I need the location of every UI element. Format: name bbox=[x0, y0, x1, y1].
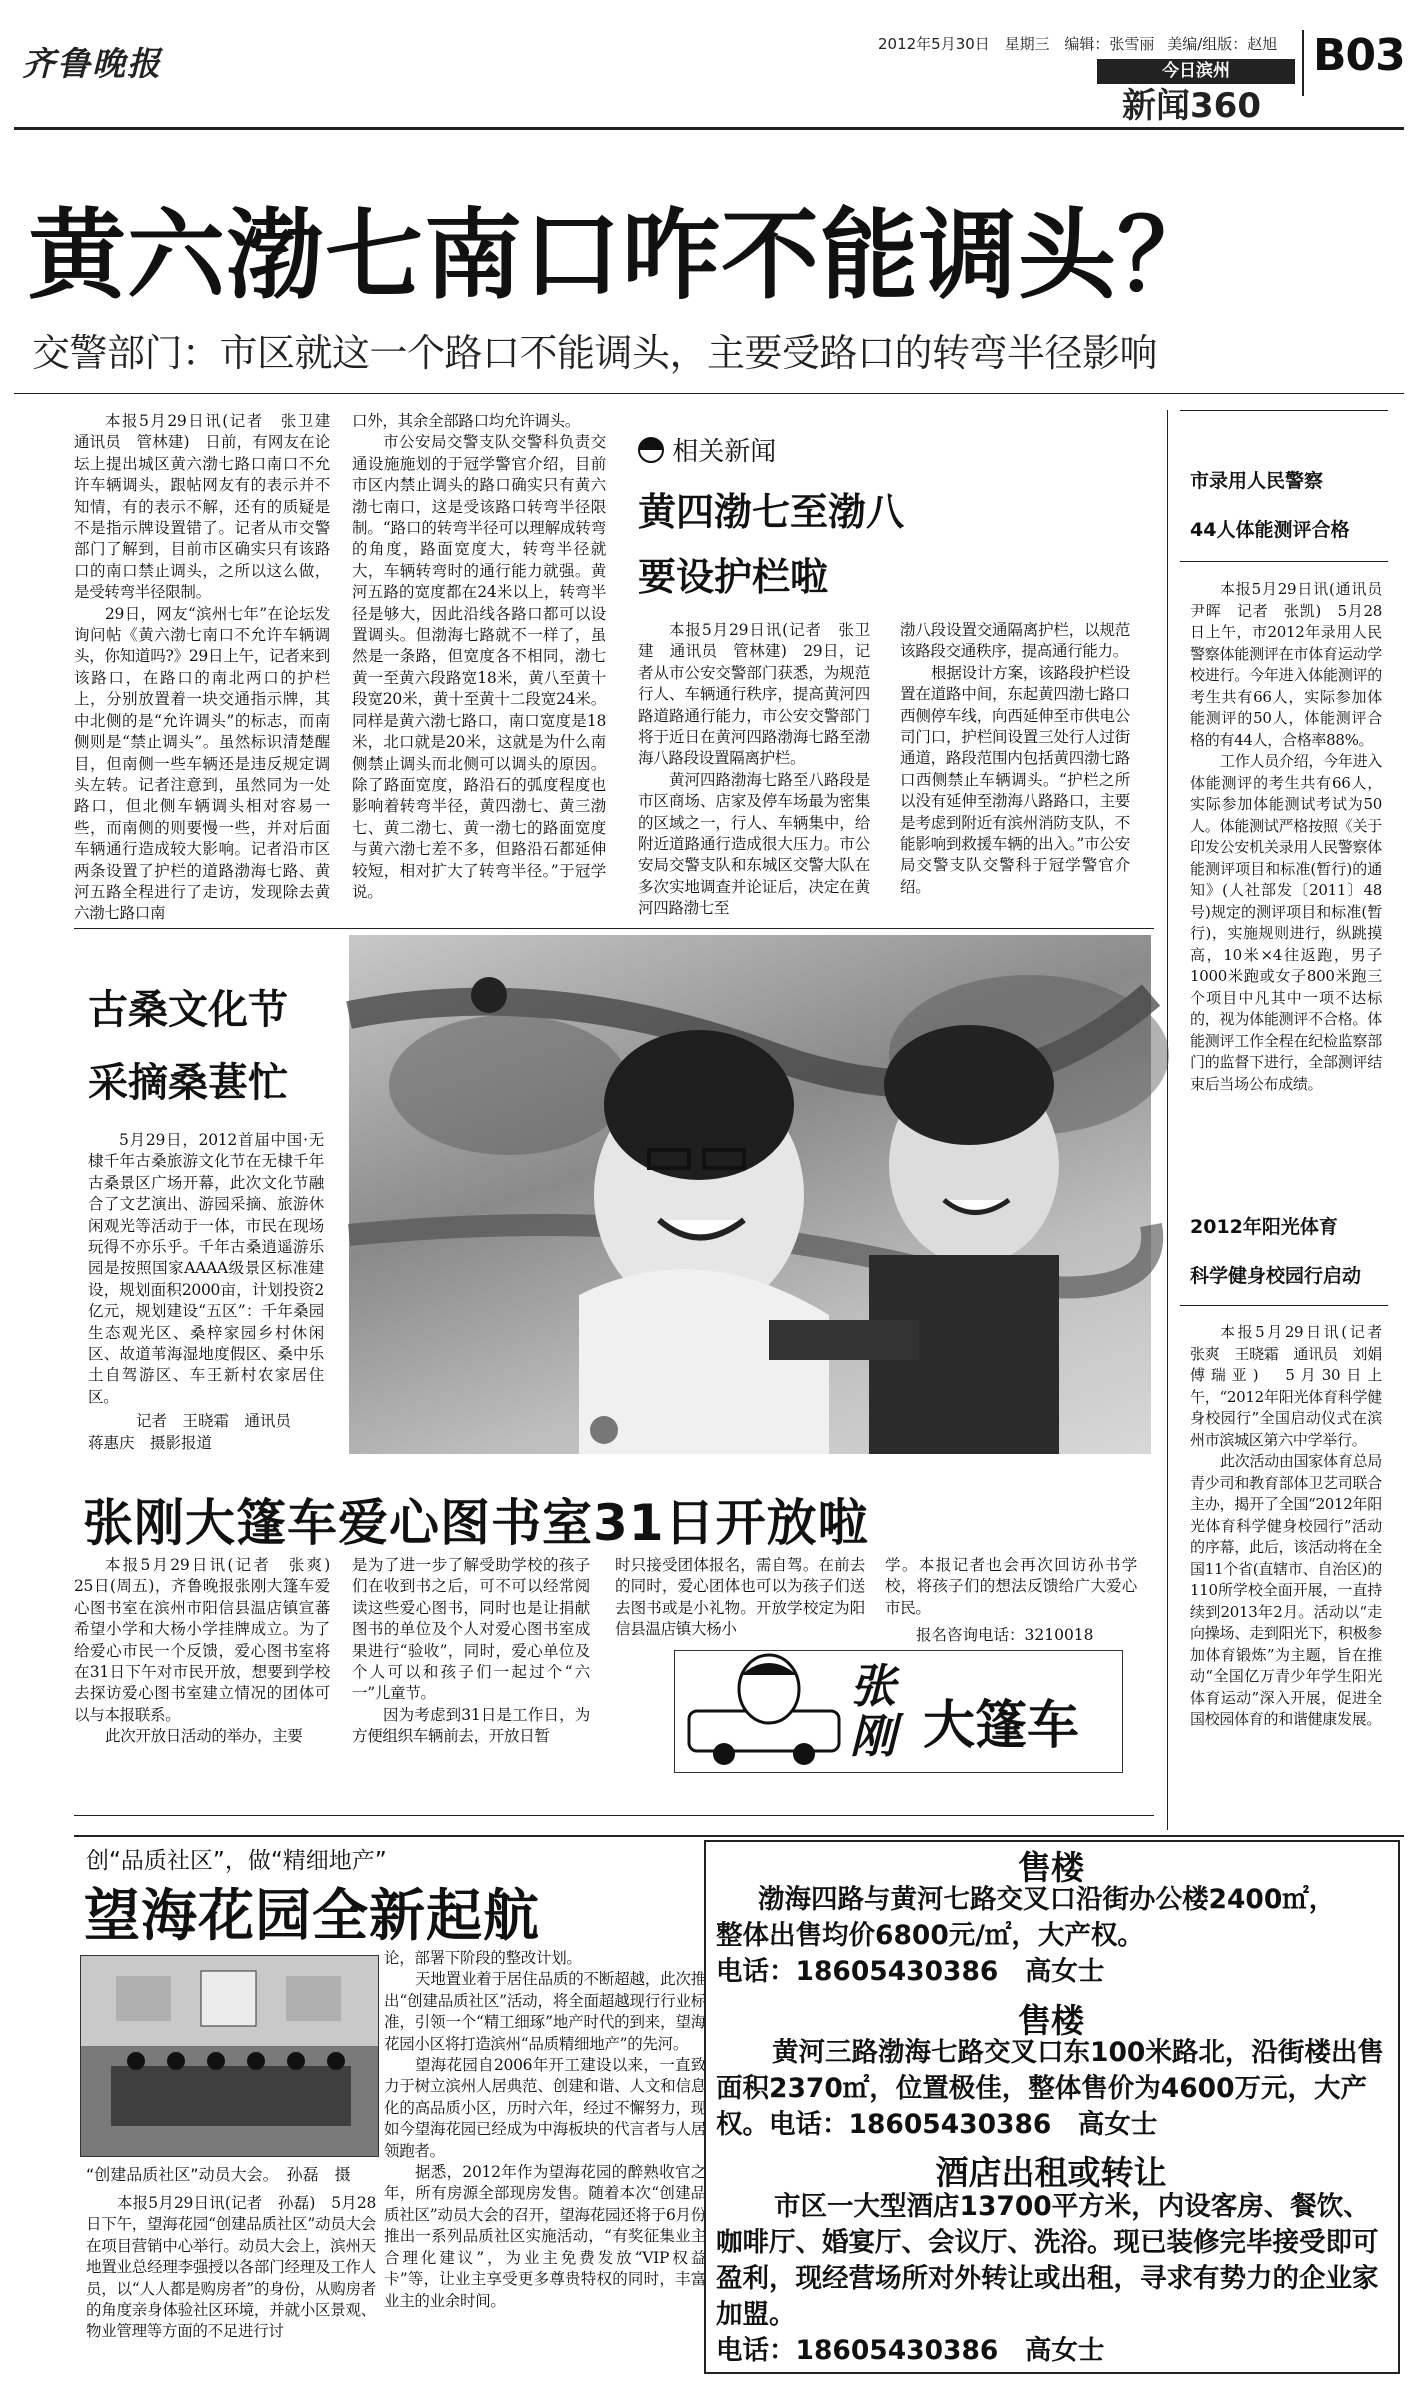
related-paragraph: 本报5月29日讯(记者 张卫建 通讯员 管林建) 29日，记者从市公安交警部门获悉，为规范行人、车辆通行秩序，提高黄河四路道路通行能力，市公安交警部门将于近日在黄河四路渤海七路至渤海八路段设置隔离护栏。 bbox=[638, 621, 870, 768]
caravan-icon bbox=[679, 1651, 849, 1772]
lead-column-1 bbox=[74, 411, 346, 923]
related-paragraph: 黄河四路渤海七路至八路段是市区商场、店家及停车场最为密集的区域之一，行人、车辆集中，给附近道路通行造成很大压力。市公安局交警支队和东城区交警大队在多次实地调查并论证后，决定在黄河四路渤七至 bbox=[638, 770, 870, 918]
library-column-2 bbox=[352, 1555, 590, 1815]
library-paragraph: 本报5月29日讯(记者 张爽) 25日(周五)，齐鲁晚报张刚大篷车爱心图书室在滨州市阳信县温店镇宣蕃希望小学和大杨小学挂牌成立。为了给爱心市民一个反馈，爱心图书室将在31日下午对市民开放，想要到学校去探访爱心图书室建立情况的团体可以与本报联系。 bbox=[74, 1556, 346, 1724]
library-paragraph: 此次开放日活动的举办，主要 bbox=[105, 1727, 303, 1746]
related-headline-2: 要设护栏啦 bbox=[638, 555, 829, 599]
library-paragraph: 学。本报记者也会再次回访孙书学校，将孩子们的想法反馈给广大爱心市民。 bbox=[885, 1556, 1137, 1617]
wanghai-paragraph: 论，部署下阶段的整改计划。 bbox=[384, 1949, 582, 1967]
ad-body-hotel bbox=[716, 2189, 1388, 2369]
ad-line: 渤海四路与黄河七路交叉口沿街办公楼2400㎡， bbox=[758, 1884, 1336, 1915]
sidebar-paragraph: 工作人员介绍，今年进入体能测评的考生共有66人，实际参加体能测试考试为50人。体能测试严格按照《关于印发公安机关录用人民警察体能测评项目和标准(暂行)的通知》(人社部发〔2011〕48号)规定的测评项目和标准(暂行)，实施规则进行，纵跳摸高，10米×4往返跑，男子1000米跑或女子800米跑三个项目中凡其中一项不达标的，视为体能测评不合格。体能测评工作全程在纪检监察部门的监督下进行，全部测评结束后当场公布成绩。 bbox=[1190, 752, 1382, 1093]
sidebar-body-2 bbox=[1190, 1322, 1397, 1827]
wanghai-paragraph: 望海花园自2006年开工建设以来，一直致力于树立滨州人居典范、创建和谐、人文和信息化的高品质小区，历时六年，经过不懈努力，现如今望海花园已经成为中海板块的代言者与人居领跑者。 bbox=[384, 2056, 706, 2160]
section-rule bbox=[74, 1815, 1154, 1816]
library-column-1 bbox=[74, 1555, 346, 1815]
designer-credit: 美编/组版：赵旭 bbox=[1167, 35, 1278, 53]
mulberry-photo bbox=[349, 935, 1151, 1454]
ad-line: 整体出售均价6800元/㎡，大产权。 bbox=[716, 1920, 1144, 1951]
issue-info bbox=[878, 33, 1277, 54]
caravan-logo bbox=[674, 1650, 1123, 1773]
section-rule bbox=[74, 928, 1154, 929]
masthead bbox=[0, 0, 1417, 126]
masthead-rule bbox=[1302, 30, 1304, 96]
related-headline-1: 黄四渤七至渤八 bbox=[638, 490, 905, 534]
sidebar-rule bbox=[1180, 1305, 1388, 1306]
ad-body-sale-1 bbox=[716, 1882, 1386, 1990]
related-paragraph: 渤八段设置交通隔离护栏，以规范该路段交通秩序，提高通行能力。 bbox=[900, 621, 1130, 661]
library-paragraph: 时只接受团体报名，需自驾。在前去的同时，爱心团体也可以为孩子们送去图书或是小礼物。开放学校定为阳信县温店镇大杨小 bbox=[615, 1556, 865, 1639]
lead-paragraph: 本报5月29日讯(记者 张卫建 通讯员 管林建) 日前，有网友在论坛上提出城区黄六渤七路口南口不允许车辆调头，跟帖网友有的表示并不知情，有的表示不解，还有的质疑是不是指示牌设置错了。记者从市交警部门了解到，目前市区确实只有该路口的南口禁止调头，之所以这么做，是受转弯半径限制。 bbox=[74, 412, 346, 602]
library-column-4 bbox=[885, 1555, 1137, 1623]
caravan-logo-script: 张刚 bbox=[850, 1659, 896, 1763]
lead-column-2 bbox=[352, 411, 606, 916]
ad-phone: 电话：18605430386 高女士 bbox=[716, 1956, 1105, 1987]
related-news-label: 相关新闻 bbox=[672, 437, 777, 467]
related-paragraph: 根据设计方案，该路段护栏设置在道路中间，东起黄四渤七路口西侧停车线，向西延伸至市供电公司门口，护栏间设置三处行人过街通道，路段范围内包括黄四渤七路口西侧禁止车辆调头。“护栏之所以没有延伸至渤海八路路口，主要是考虑到附近有滨州消防支队，不能影响到救援车辆的出入。”市公安局交警支队交警科于冠学警官介绍。 bbox=[900, 663, 1130, 896]
top-rule bbox=[14, 127, 1404, 130]
lead-headline: 黄六渤七南口咋不能调头？ bbox=[28, 199, 1217, 313]
library-column-3 bbox=[615, 1555, 865, 1639]
related-news-tag bbox=[638, 431, 776, 468]
lead-rule bbox=[14, 393, 1404, 394]
ad-title-sale-2: 售楼 bbox=[1018, 2001, 1084, 2040]
section-name: 新闻360 bbox=[1122, 86, 1261, 126]
sidebar-body-1 bbox=[1190, 579, 1397, 1194]
editor-credit: 编辑：张雪丽 bbox=[1064, 35, 1155, 53]
wanghai-column-1 bbox=[86, 2193, 376, 2365]
issue-weekday: 星期三 bbox=[1004, 35, 1050, 53]
wanghai-headline: 望海花园全新起航 bbox=[84, 1884, 540, 1949]
sidebar-headline-2b: 科学健身校园行启动 bbox=[1190, 1265, 1362, 1287]
issue-date: 2012年5月30日 bbox=[878, 35, 990, 53]
section-tag: 今日滨州 bbox=[1097, 59, 1295, 84]
sidebar-top-rule bbox=[1180, 410, 1388, 411]
wanghai-photo bbox=[80, 1955, 379, 2157]
ad-title-sale-1: 售楼 bbox=[1018, 1848, 1084, 1887]
sidebar-paragraph: 此次活动由国家体育总局青少司和教育部体卫艺司联合主办，揭开了全国“2012年阳光体育科学健身校园行”活动的序幕，此后，该活动将在全国11个省(直辖市、自治区)的110所学校全面开展，一直持续到2013年2月。活动以“走向操场、走到阳光下，积极参加体育锻炼”为主题，旨在推动“全国亿万青少年学生阳光体育运动”深入开展，促进全国校园体育的和谐健康发展。 bbox=[1190, 1452, 1382, 1728]
lower-rule bbox=[74, 1835, 1404, 1837]
meeting-illustration bbox=[81, 1956, 378, 2156]
photo-credit-2: 蒋惠庆 摄影报道 bbox=[88, 1434, 213, 1452]
wanghai-caption: “创建品质社区”动员大会。 孙磊 摄 bbox=[86, 2165, 351, 2184]
sidebar-divider bbox=[1167, 410, 1168, 1830]
library-paragraph: 是为了进一步了解受助学校的孩子们在收到书之后，可不可以经常阅读这些爱心图书，同时也是让捐献图书的单位及个人对爱心图书室成果进行“验收”，同时，爱心单位及个人可以和孩子们一起过个“六一”儿童节。 bbox=[352, 1556, 590, 1703]
library-contact: 报名咨询电话：3210018 bbox=[916, 1626, 1094, 1644]
wanghai-paragraph: 本报5月29日讯(记者 孙磊) 5月28日下午，望海花园“创建品质社区”动员大会在项目营销中心举行。动员大会上，滨州天地置业总经理李强授以各部门经理及工作人员，以“人人都是购房者”的身份，从购房者的角度亲身体验社区环境，并就小区景观、物业管理等方面的不足进行讨 bbox=[86, 2194, 376, 2341]
lead-paragraph: 市公安局交警支队交警科负责交通设施施划的于冠学警官介绍，目前市区内禁止调头的路口确实只有黄六渤七南口，这是受该路口转弯半径限制。“路口的转弯半径可以理解成转弯的角度，路面宽度大，转弯半径就大，车辆转弯时的通行能力就强。黄河五路的宽度都在24米以上，转弯半径是够大，因此沿线各路口都可以设置调头。但渤海七路就不一样了，虽然是一条路，但宽度各不相同，渤七黄一至黄六段路宽18米，黄八至黄十段宽20米，黄十至黄十二段宽24米。同样是黄六渤七路口，南口宽度是18米，北口就是20米，这就是为什么南侧禁止调头而北侧可以调头的原因。除了路面宽度，路沿石的弧度程度也影响着转弯半径，黄四渤七、黄三渤七、黄二渤七、黄一渤七的路面宽度与黄六渤七差不多，但路沿石都延伸较短，相对扩大了转弯半径。”于冠学说。 bbox=[352, 433, 606, 901]
sidebar-rule bbox=[1180, 561, 1388, 562]
wanghai-kicker: 创“品质社区”，做“精细地产” bbox=[86, 1848, 387, 1874]
half-circle-icon bbox=[638, 437, 664, 463]
photo-illustration bbox=[349, 935, 1151, 1454]
ad-phone: 电话：18605430386 高女士 bbox=[716, 2335, 1105, 2366]
ad-title-hotel: 酒店出租或转让 bbox=[935, 2153, 1167, 2192]
related-column-2 bbox=[900, 620, 1130, 916]
wanghai-paragraph: 据悉，2012年作为望海花园的醉熟收官之年，所有房源全部现房发售。随着本次“创建品质社区”动员大会的召开，望海花园还将于6月份推出一系列品质社区实施活动，“有奖征集业主合理化建议”，为业主免费发放“VIP权益卡”等，让业主享受更多尊贵特权的同时，丰富业主的业余时间。 bbox=[384, 2163, 706, 2310]
mulberry-paragraph: 5月29日，2012首届中国·无棣千年古桑旅游文化节在无棣千年古桑景区广场开幕，此次文化节融合了文艺演出、游园采摘、旅游休闲观光等活动于一体，市民在现场玩得不亦乐乎。千年古桑逍遥游乐园是按照国家AAAA级景区标准建设，规划面积2000亩，计划投资2亿元，规划建设“五区”：千年桑园生态观光区、桑梓家园乡村休闲区、故道苇海湿地度假区、桑中乐土自驾游区、车王新村农家居住区。 bbox=[88, 1131, 324, 1406]
library-paragraph: 因为考虑到31日是工作日，为方便组织车辆前去，开放日暂 bbox=[352, 1705, 590, 1746]
library-headline: 张刚大篷车爱心图书室31日开放啦 bbox=[83, 1494, 869, 1552]
caravan-logo-word: 大篷车 bbox=[923, 1696, 1080, 1756]
related-column-1 bbox=[638, 620, 870, 916]
lead-paragraph: 口外，其余全部路口均允许调头。 bbox=[352, 412, 581, 430]
wanghai-paragraph: 天地置业着于居住品质的不断超越，此次推出“创建品质社区”活动，将全面超越现行行业标准，引领一个“精工细琢”地产时代的到来，望海花园小区将打造滨州“品质精细地产”的先河。 bbox=[384, 1970, 706, 2053]
newspaper-logo: 齐鲁晚报 bbox=[22, 44, 162, 83]
lead-subhead: 交警部门：市区就这一个路口不能调头，主要受路口的转弯半径影响 bbox=[32, 331, 1158, 375]
sidebar-headline-1b: 44人体能测评合格 bbox=[1190, 519, 1350, 541]
page-number: B03 bbox=[1313, 30, 1405, 81]
mulberry-body bbox=[88, 1130, 324, 1410]
ad-body-sale-2: 黄河三路渤海七路交叉口东100米路北，沿街楼出售面积2370㎡，位置极佳，整体售价为4600万元，大产权。电话：18605430386 高女士 bbox=[716, 2037, 1384, 2140]
photo-credit-1: 记者 王晓霜 通讯员 bbox=[136, 1412, 292, 1430]
wanghai-column-2 bbox=[384, 1948, 706, 2368]
sidebar-paragraph: 本报5月29日讯(通讯员 尹晖 记者 张凯) 5月28日上午，市2012年录用人民警察体能测评在市体育运动学校进行。今年进入体能测评的考生共有66人，实际参加体能测评的50人，体能测评合格的有44人，合格率88%。 bbox=[1190, 580, 1397, 749]
sidebar-headline-2a: 2012年阳光体育 bbox=[1190, 1216, 1338, 1238]
lead-paragraph: 29日，网友“滨州七年”在论坛发询问帖《黄六渤七南口不允许车辆调头，你知道吗?》29日上午，记者来到该路口，在路口的南北两口的护栏上，分别放置着一块交通指示牌，其中北侧的是“允许调头”的标志，而南侧则是“禁止调头”。虽然标识清楚醒目，但南侧一些车辆还是违反规定调头左转。记者注意到，虽然同为一处路口，但北侧车辆调头相对容易一些，而南侧的则要慢一些，并对后面车辆通行造成较大影响。记者沿市区两条设置了护栏的道路渤海七路、黄河五路全程进行了走访，发现除去黄六渤七路口南 bbox=[74, 604, 330, 923]
mulberry-title-2: 采摘桑葚忙 bbox=[88, 1060, 288, 1106]
mulberry-title-1: 古桑文化节 bbox=[88, 987, 288, 1033]
sidebar-paragraph: 本报5月29日讯(记者 张爽 王晓霜 通讯员 刘娟 傅瑞亚) 5月30日上午，“2012年阳光体育科学健身校园行”全国启动仪式在滨州市滨城区第六中学举行。 bbox=[1190, 1323, 1397, 1449]
sidebar-headline-1a: 市录用人民警察 bbox=[1190, 470, 1324, 492]
ad-text: 市区一大型酒店13700平方米，内设客房、餐饮、咖啡厅、婚宴厅、会议厅、洗浴。现已装修完毕接受即可盈利，现经营场所对外转让或出租，寻求有势力的企业家加盟。 bbox=[716, 2191, 1379, 2330]
